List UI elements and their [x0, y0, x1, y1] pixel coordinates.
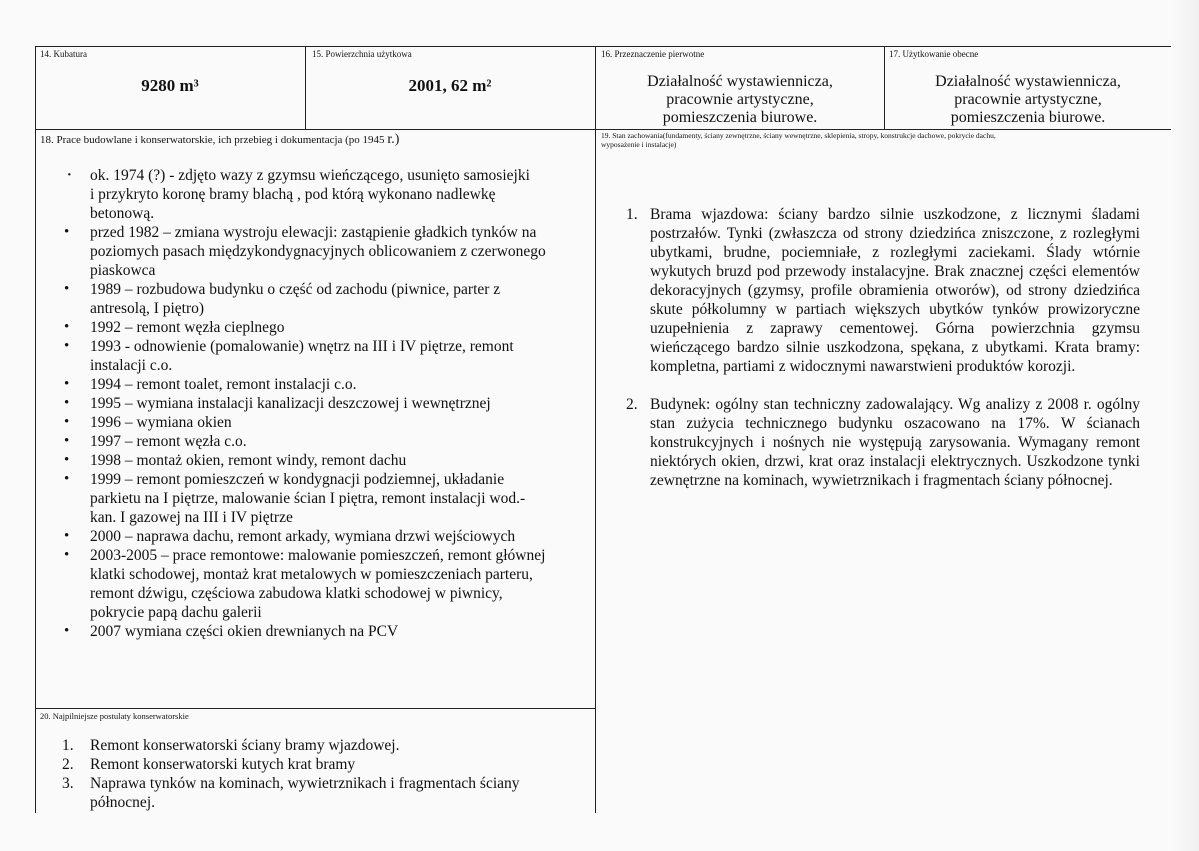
section-18-item [62, 527, 582, 546]
section-20-item [62, 736, 587, 755]
section-18-label [40, 133, 399, 147]
section-18-item [62, 470, 582, 527]
section-19-label [601, 131, 1171, 149]
field-15-label: 15. Powierzchnia użytkowa [312, 49, 412, 59]
section-19-item [626, 205, 1140, 376]
section-18-item-line: piaskowca [90, 262, 156, 279]
header-row-bottom-rule [35, 129, 1171, 130]
section-20-item-number: 1. [62, 737, 74, 754]
section-18-item-line: instalacji c.o. [90, 357, 173, 374]
section-18-item-line: • 1998 – montaż okien, remont windy, remont dachu [90, 452, 407, 469]
section-18-item-line: • 2000 – naprawa dachu, remont arkady, wymiana drzwi wejściowych [90, 528, 516, 545]
section-18-item-line: kan. I gazowej na III i IV piętrze [90, 509, 293, 526]
main-divider [595, 46, 596, 813]
section-19-label-line: wyposażenie i instalacje) [601, 140, 677, 149]
page-edge-shade [1169, 0, 1199, 851]
section-20-item-line: Remont konserwatorski ściany bramy wjazdowej. [90, 737, 400, 754]
section-18-item-line: • 1999 – remont pomieszczeń w kondygnacji podziemnej, układanie [90, 471, 505, 488]
section-19-item-text: Budynek: ogólny stan techniczny zadowalający. Wg analizy z 2008 r. ogólny stan zużycia technicznego budynku oszacowano na 17%. W ścianach konstrukcyjnych i nośnych nie występują zarysowania. Wymagany remont niektórych okien, drzwi, krat oraz instalacji elektrycznych. Uszkodzone tynki zewnętrzne na kominach, wywietrznikach i fragmentach ściany północnej. [650, 396, 1140, 489]
section-20-item [62, 774, 587, 812]
section20-top-rule [35, 708, 595, 709]
section-18-item-line: pokrycie papą dachu galerii [90, 604, 262, 621]
field-14-value: 9280 m³ [141, 76, 199, 95]
section-20-item-line: Remont konserwatorski kutych krat bramy [90, 756, 356, 773]
field-17-value [885, 73, 1171, 127]
field-16-line: Działalność wystawiennicza, [647, 73, 833, 90]
section-18-item-line: · ok. 1974 (?) - zdjęto wazy z gzymsu wieńczącego, usunięto samosiejki [90, 167, 530, 184]
section-18-item [62, 337, 582, 375]
section-18-label-suffix: r.) [387, 132, 400, 147]
section-20-item-line: północnej. [90, 794, 155, 811]
field-15-value: 2001, 62 m² [408, 76, 492, 95]
field-17-label: 17. Użytkowanie obecne [889, 49, 979, 59]
section-18-item-line: i przykryto koronę bramy blachą , pod którą wykonano nadlewkę [90, 186, 496, 203]
field-17-line: Działalność wystawiennicza, [935, 73, 1121, 90]
section-18-item [62, 375, 582, 394]
section-18-item-line: • 1993 - odnowienie (pomalowanie) wnętrz na III i IV piętrze, remont [90, 338, 514, 355]
section-18-item-line: antresolą, I piętro) [90, 300, 205, 317]
field-14-label: 14. Kubatura [40, 49, 87, 59]
section-18-item [62, 622, 582, 641]
field-16-label: 16. Przeznaczenie pierwotne [601, 49, 705, 59]
section-19-item-text: Brama wjazdowa: ściany bardzo silnie uszkodzone, z licznymi śladami postrzałów. Tynki (zwłaszcza od strony dziedzińca zniszczone, z rozległymi ubytkami, brudne, pociemniałe, z rozległymi zaciekami. Ślady wtórnie wykutych bruzd pod przewody instalacyjne. Brak znacznej części elementów dekoracyjnych (gzymsy, profile obramienia otworów), od strony dziedzińca skute półkolumny w partiach większych ubytków tynków prowizoryczne uzupełnienia z zaprawy cementowej. Górna powierzchnia gzymsu wieńczącego bardzo silnie uszkodzona, spękana, z ubytkami. Krata bramy: kompletna, partiami z widocznymi nawarstwieni produktów korozji. [650, 206, 1140, 375]
section-18-item-line: • 1992 – remont węzła cieplnego [90, 319, 285, 336]
section-18-item-line: parkietu na I piętrze, malowanie ścian I piętra, remont instalacji wod.- [90, 490, 526, 507]
section-18-item-line: • 1994 – remont toalet, remont instalacji c.o. [90, 376, 357, 393]
section-19-item-number: 2. [626, 396, 638, 413]
section-18-label-text: 18. Prace budowlane i konserwatorskie, ich przebieg i dokumentacja (po 1945 [40, 134, 385, 146]
section-18-item-line: • 1989 – rozbudowa budynku o część od zachodu (piwnice, parter z [90, 281, 501, 298]
section-18-item-line: • 2007 wymiana części okien drewnianych na PCV [90, 623, 399, 640]
section-18-item [62, 432, 582, 451]
section-20-item-number: 3. [62, 775, 74, 792]
section-18-item-line: • 1997 – remont węzła c.o. [90, 433, 247, 450]
section-18-list [62, 166, 582, 641]
section-20-list [62, 736, 587, 812]
left-border [35, 46, 36, 813]
section-18-item-line: • 1996 – wymiana okien [90, 414, 232, 431]
section-18-item-line: klatki schodowej, montaż krat metalowych w pomieszczeniach parteru, [90, 566, 533, 583]
section-20-item [62, 755, 587, 774]
section-18-item-line: poziomych pasach międzykondygnacyjnych oblicowaniem z czerwonego [90, 243, 546, 260]
top-rule [35, 46, 1171, 47]
section-18-item [62, 166, 582, 223]
section-19-label-line: 19. Stan zachowania(fundamenty, ściany zewnętrzne, ściany wewnętrzne, sklepienia, stropy, konstrukcje dachowe, pokrycie dachu, [601, 131, 996, 140]
field-16-line: pomieszczenia biurowe. [662, 109, 818, 126]
section-18-item-line: • 2003-2005 – prace remontowe: malowanie pomieszczeń, remont głównej [90, 547, 546, 564]
field-17-line: pomieszczenia biurowe. [950, 109, 1106, 126]
section-18-item-line: • przed 1982 – zmiana wystroju elewacji: zastąpienie gładkich tynków na [90, 224, 537, 241]
field-16-line: pracownie artystyczne, [666, 91, 814, 108]
section-18-item [62, 546, 582, 622]
section-20-label: 20. Najpilniejsze postulaty konserwatorskie [40, 711, 189, 721]
section-20-item-number: 2. [62, 756, 74, 773]
section-18-item-line: • 1995 – wymiana instalacji kanalizacji deszczowej i wewnętrznej [90, 395, 491, 412]
section-20-item-line: Naprawa tynków na kominach, wywietrznikach i fragmentach ściany [90, 775, 520, 792]
section-18-item [62, 451, 582, 470]
section-18-item [62, 318, 582, 337]
section-18-item [62, 413, 582, 432]
section-18-item-line: betonową. [90, 205, 155, 222]
section-18-item [62, 280, 582, 318]
section-18-item-line: remont dźwigu, częściowa zabudowa klatki schodowej w piwnicy, [90, 585, 503, 602]
field-17-line: pracownie artystyczne, [954, 91, 1102, 108]
section-18-item [62, 223, 582, 280]
section-19-item-number: 1. [626, 206, 638, 223]
field-16-value [596, 73, 884, 127]
section-18-item [62, 394, 582, 413]
section-19-list [626, 205, 1140, 509]
section-19-item [626, 395, 1140, 490]
